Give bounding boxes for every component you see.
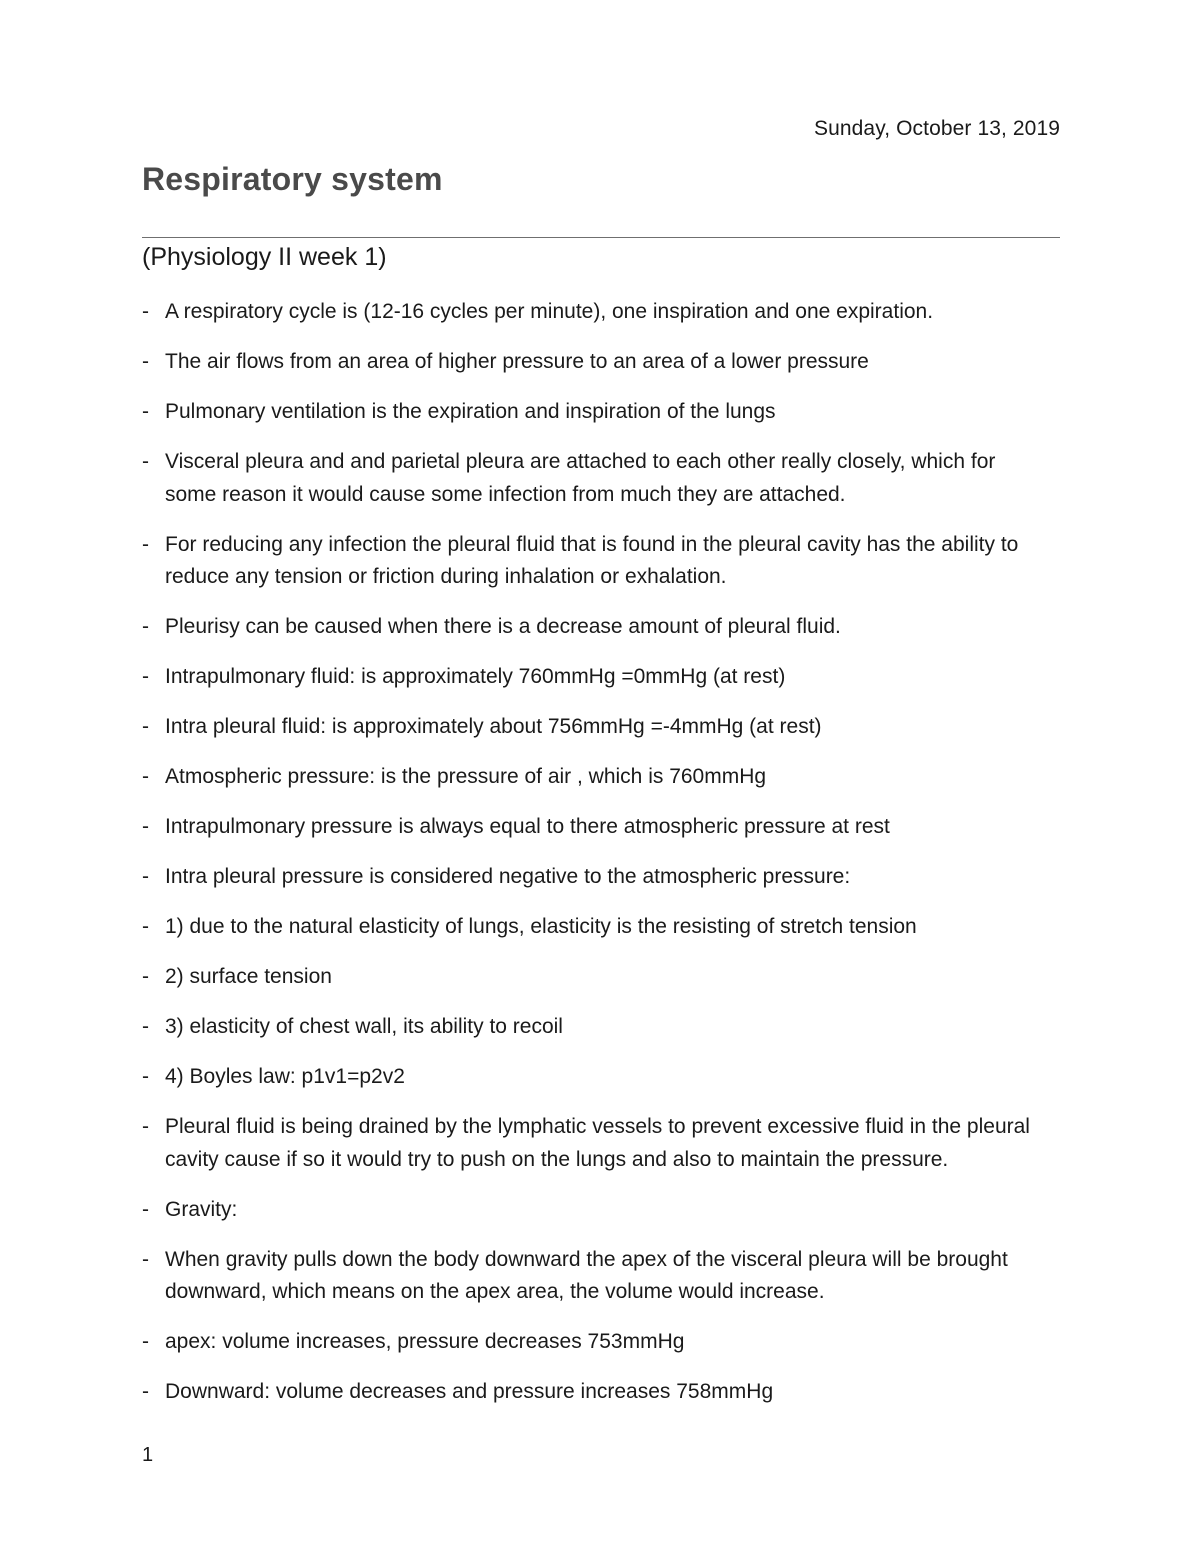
bullet-dash: - (142, 350, 149, 373)
note-text: apex: volume increases, pressure decreases 753mmHg (165, 1330, 685, 1353)
note-item (142, 811, 1042, 844)
note-item (142, 1376, 1042, 1409)
bullet-dash: - (142, 400, 149, 423)
note-item (142, 1011, 1042, 1044)
bullet-dash: - (142, 1015, 149, 1038)
note-item (142, 861, 1042, 894)
note-text: Intrapulmonary fluid: is approximately 760mmHg =0mmHg (at rest) (165, 665, 786, 688)
note-text: A respiratory cycle is (12-16 cycles per minute), one inspiration and one expiration. (165, 300, 934, 323)
note-item (142, 446, 1042, 511)
document-title: Respiratory system (142, 161, 443, 197)
note-text: When gravity pulls down the body downward the apex of the visceral pleura will be brought downward, which means on the apex area, the volume would increase. (165, 1247, 1008, 1303)
note-text: Intra pleural pressure is considered negative to the atmospheric pressure: (165, 865, 851, 888)
note-text: Pulmonary ventilation is the expiration and inspiration of the lungs (165, 400, 776, 423)
note-text: 3) elasticity of chest wall, its ability to recoil (165, 1015, 563, 1038)
note-text: Pleurisy can be caused when there is a decrease amount of pleural fluid. (165, 615, 841, 638)
note-text: Downward: volume decreases and pressure increases 758mmHg (165, 1380, 774, 1403)
bullet-dash: - (142, 450, 149, 473)
bullet-dash: - (142, 1115, 149, 1138)
note-text: For reducing any infection the pleural fluid that is found in the pleural cavity has the ability to reduce any tension or friction during inhalation or exhalation. (165, 532, 1019, 588)
bullet-dash: - (142, 1330, 149, 1353)
bullet-dash: - (142, 765, 149, 788)
note-item (142, 1061, 1042, 1094)
note-item (142, 1111, 1042, 1176)
bullet-dash: - (142, 865, 149, 888)
note-text: The air flows from an area of higher pressure to an area of a lower pressure (165, 350, 869, 373)
note-item (142, 711, 1042, 744)
note-text: Atmospheric pressure: is the pressure of air , which is 760mmHg (165, 765, 767, 788)
note-text: Pleural fluid is being drained by the lymphatic vessels to prevent excessive fluid in the pleural cavity cause if so it would try to push on the lungs and also to maintain the pressure. (165, 1115, 1030, 1171)
note-item (142, 396, 1042, 429)
note-text: 1) due to the natural elasticity of lungs, elasticity is the resisting of stretch tension (165, 915, 917, 938)
note-item (142, 1326, 1042, 1359)
note-text: Intrapulmonary pressure is always equal to there atmospheric pressure at rest (165, 815, 890, 838)
bullet-dash: - (142, 615, 149, 638)
bullet-dash: - (142, 1065, 149, 1088)
bullet-dash: - (142, 1197, 149, 1221)
note-item (142, 346, 1042, 379)
note-item (142, 961, 1042, 994)
note-item (142, 529, 1042, 594)
bullet-dash: - (142, 915, 149, 938)
note-item (142, 296, 1042, 329)
bullet-dash: - (142, 1380, 149, 1403)
bullet-dash: - (142, 665, 149, 688)
document-subtitle: (Physiology II week 1) (142, 243, 387, 271)
bullet-dash: - (142, 532, 149, 556)
note-item (142, 661, 1042, 694)
note-text: 2) surface tension (165, 965, 332, 988)
note-item (142, 611, 1042, 644)
bullet-dash: - (142, 1247, 149, 1271)
notes-list (142, 296, 1042, 1426)
document-date: Sunday, October 13, 2019 (813, 117, 1060, 140)
note-item (142, 1194, 1042, 1227)
note-text: Gravity: (165, 1197, 238, 1221)
note-item (142, 911, 1042, 944)
bullet-dash: - (142, 815, 149, 838)
page-number: 1 (142, 1444, 154, 1466)
bullet-dash: - (142, 300, 149, 323)
note-item (142, 761, 1042, 794)
note-item (142, 1244, 1042, 1309)
note-text: 4) Boyles law: p1v1=p2v2 (165, 1065, 405, 1088)
note-text: Visceral pleura and and parietal pleura are attached to each other really closely, which for some reason it would cause some infection from much they are attached. (165, 450, 996, 506)
bullet-dash: - (142, 715, 149, 738)
note-text: Intra pleural fluid: is approximately about 756mmHg =-4mmHg (at rest) (165, 715, 822, 738)
title-divider (142, 237, 1060, 238)
bullet-dash: - (142, 965, 149, 988)
